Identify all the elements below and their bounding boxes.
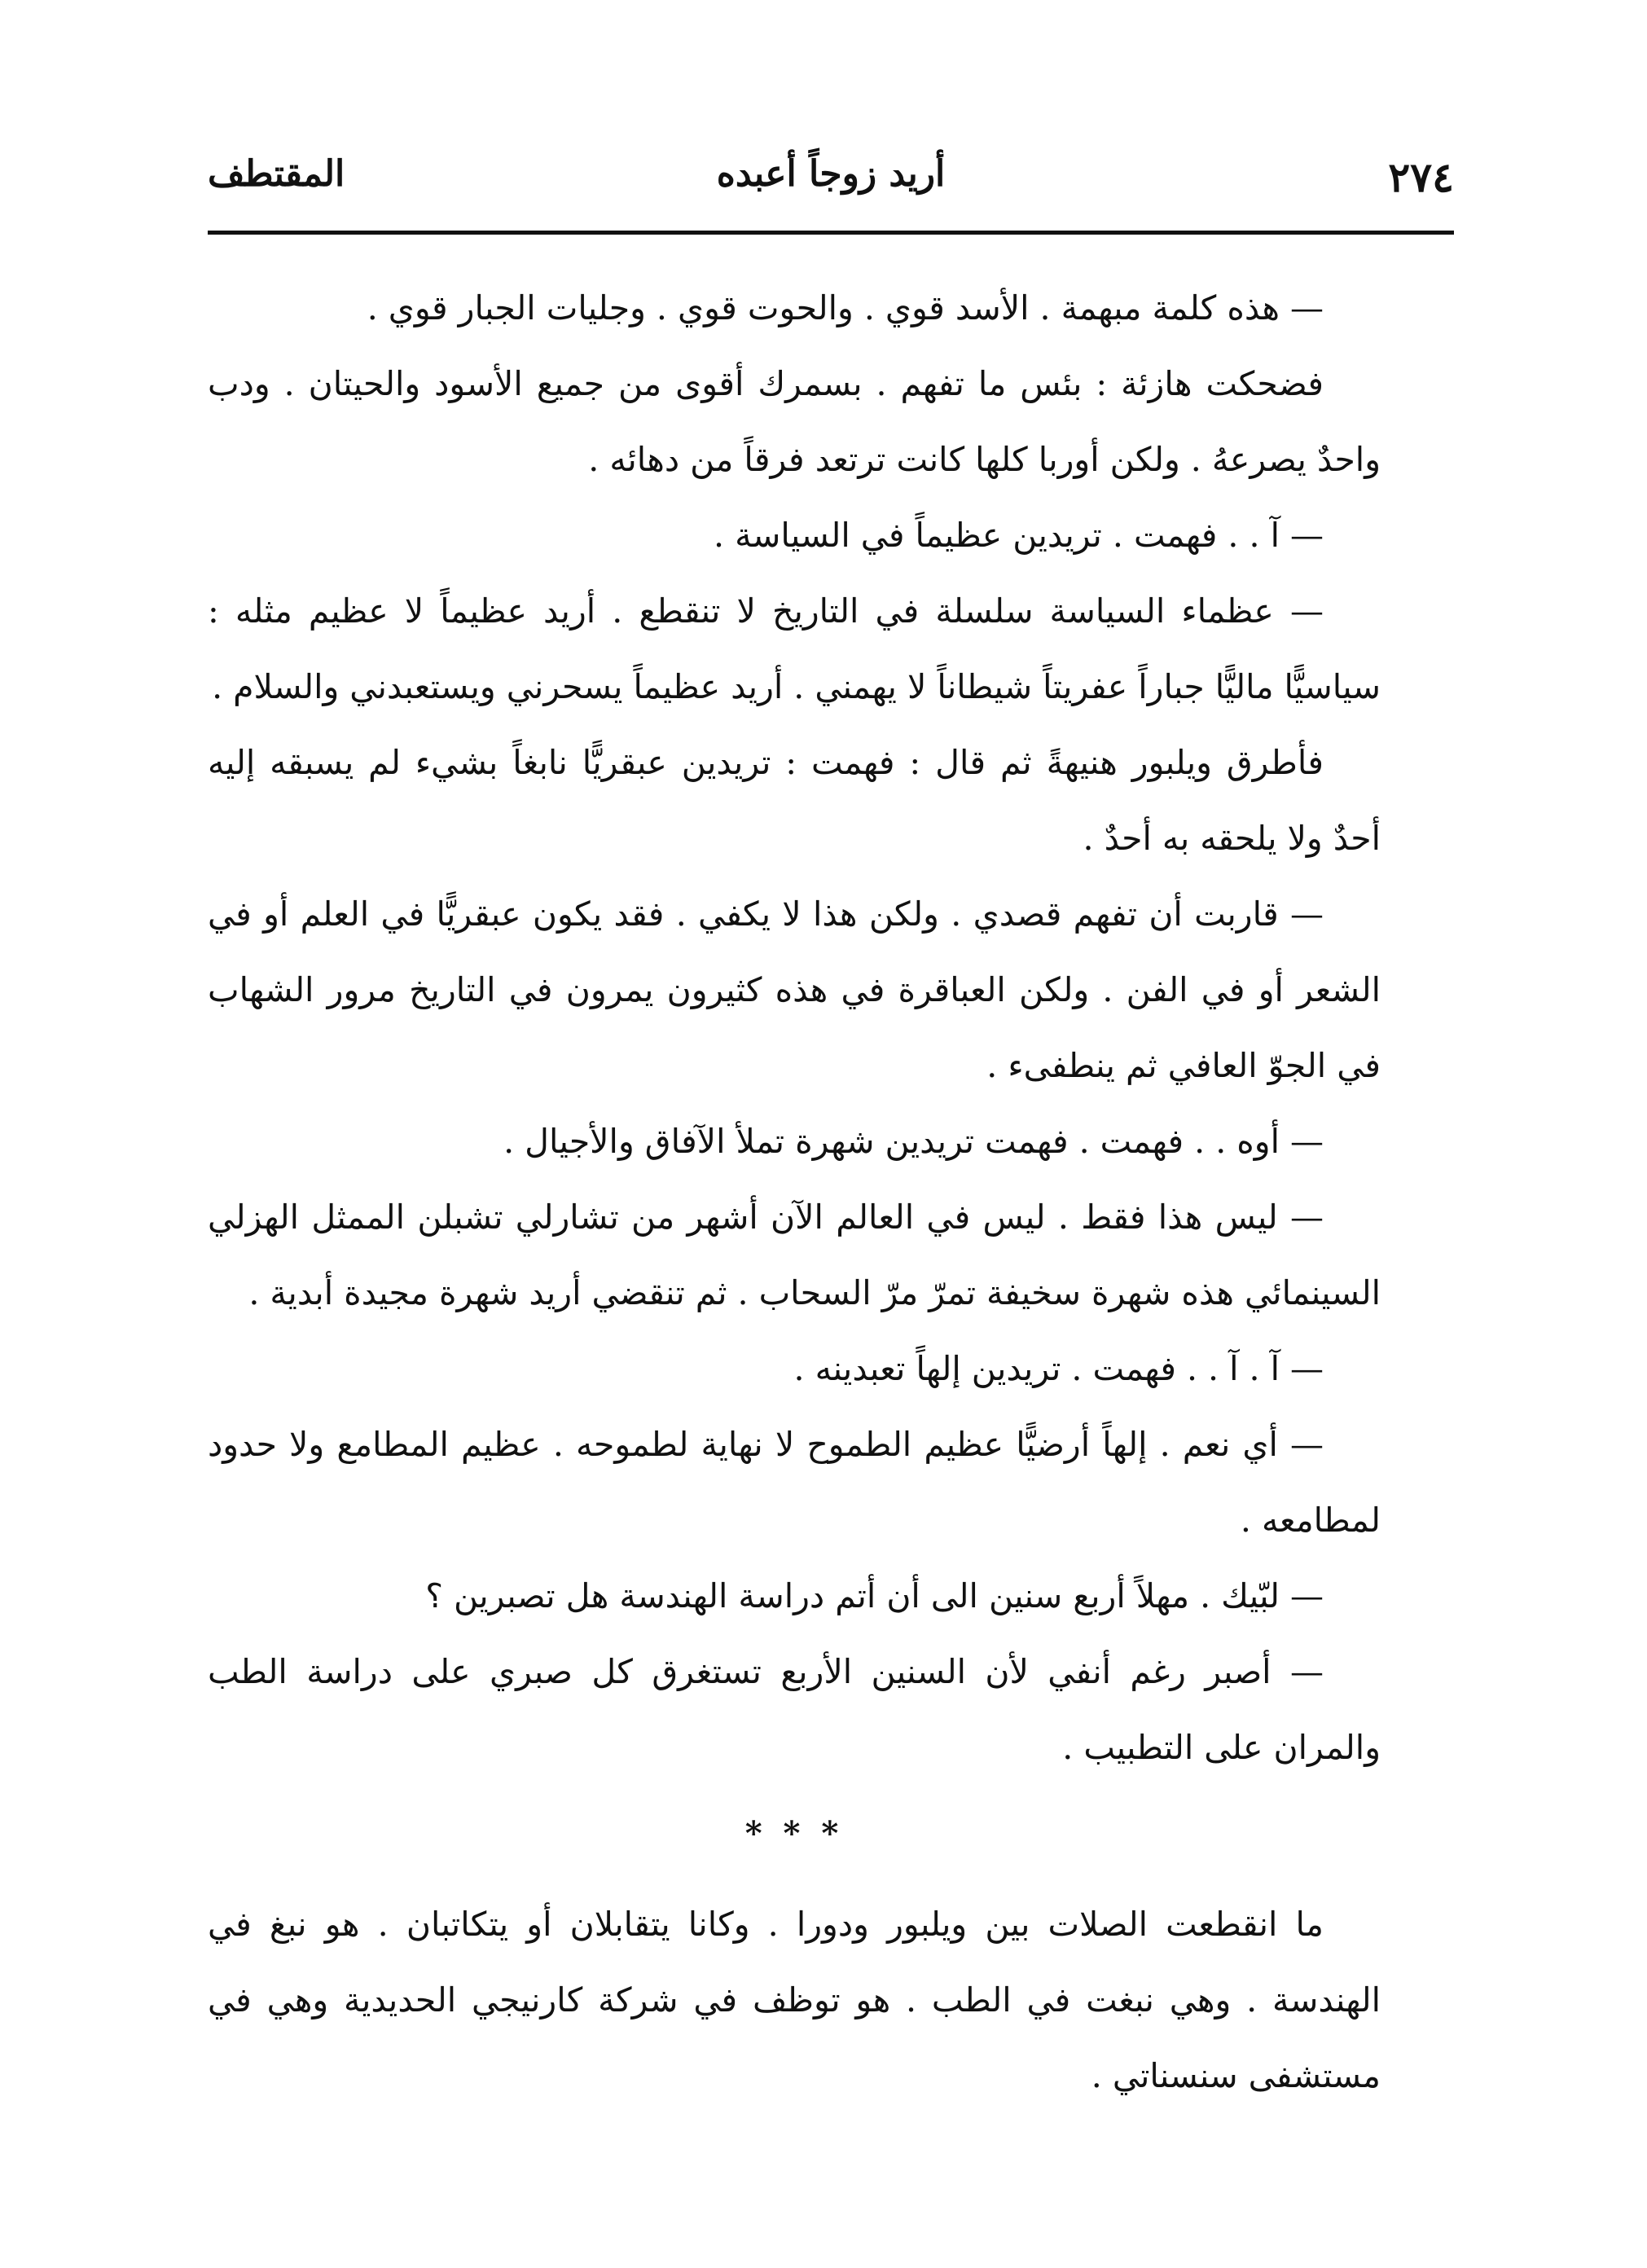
dialogue-paragraph: — هذه كلمة مبهمة . الأسد قوي . والحوت قوي . وجليات الجبار قوي . [367,288,1324,327]
dialogue-paragraph: — لبّيك . مهلاً أربع سنين الى أن أتم دراسة الهندسة هل تصبرين ؟ [425,1576,1324,1615]
dialogue-paragraph: — عظماء السياسة سلسلة في التاريخ لا تنقطع . أريد عظيماً لا عظيم مثله : سياسيًّا ماليًّا جباراً عفريتاً شيطاناً لا يهمني . أريد عظيماً يسحرني ويستعبدني والسلام . [208,591,1381,706]
dialogue-paragraph: — ليس هذا فقط . ليس في العالم الآن أشهر من تشارلي تشبلن الممثل الهزلي السينمائي هذه شهرة سخيفة تمرّ مرّ السحاب . ثم تنقضي أريد شهرة مجيدة أبدية . [208,1198,1381,1312]
running-title: أريد زوجاً أعبده [716,153,946,195]
closing-paragraph: ما انقطعت الصلات بين ويلبور ودورا . وكانا يتقابلان أو يتكاتبان . هو نبغ في الهندسة . وهي نبغت في الطب . هو توظف في شركة كارنيجي الحديدية وهي في مستشفى سنسناتي . [208,1905,1381,2095]
body-text [208,270,1381,2114]
journal-name: المقتطف [208,153,345,195]
dialogue-paragraph: — أي نعم . إلهاً أرضيًّا عظيم الطموح لا نهاية لطموحه . عظيم المطامع ولا حدود لمطامعه . [208,1425,1381,1540]
narration-paragraph: فضحكت هازئة : بئس ما تفهم . بسمرك أقوى من جميع الأسود والحيتان . ودب واحدٌ يصرعهُ . ولكن أوربا كلها كانت ترتعد فرقاً من دهائه . [208,364,1381,479]
dialogue-paragraph: — آ . آ . . فهمت . تريدين إلهاً تعبدينه . [793,1349,1324,1388]
dialogue-paragraph: — قاربت أن تفهم قصدي . ولكن هذا لا يكفي . فقد يكون عبقريًّا في العلم أو في الشعر أو في الفن . ولكن العباقرة في هذه كثيرون يمرون في التاريخ مرور الشهاب في الجوّ العافي ثم ينطفىء . [208,894,1381,1085]
dialogue-paragraph: — أصبر رغم أنفي لأن السنين الأربع تستغرق كل صبري على دراسة الطب والمران على التطبيب . [208,1652,1381,1767]
running-header [208,153,1454,218]
narration-paragraph: فأطرق ويلبور هنيهةً ثم قال : فهمت : تريدين عبقريًّا نابغاً بشيء لم يسبقه إليه أحدٌ ولا يلحقه به أحدٌ . [208,743,1381,858]
dialogue-paragraph: — أوه . . فهمت . فهمت تريدين شهرة تملأ الآفاق والأجيال . [503,1122,1324,1161]
header-rule [208,231,1454,235]
page-number: ٢٧٤ [1388,153,1454,201]
dialogue-paragraph: — آ . . فهمت . تريدين عظيماً في السياسة . [714,516,1324,555]
section-separator: * * * [744,1814,844,1853]
separator-gap [208,1870,1381,1887]
